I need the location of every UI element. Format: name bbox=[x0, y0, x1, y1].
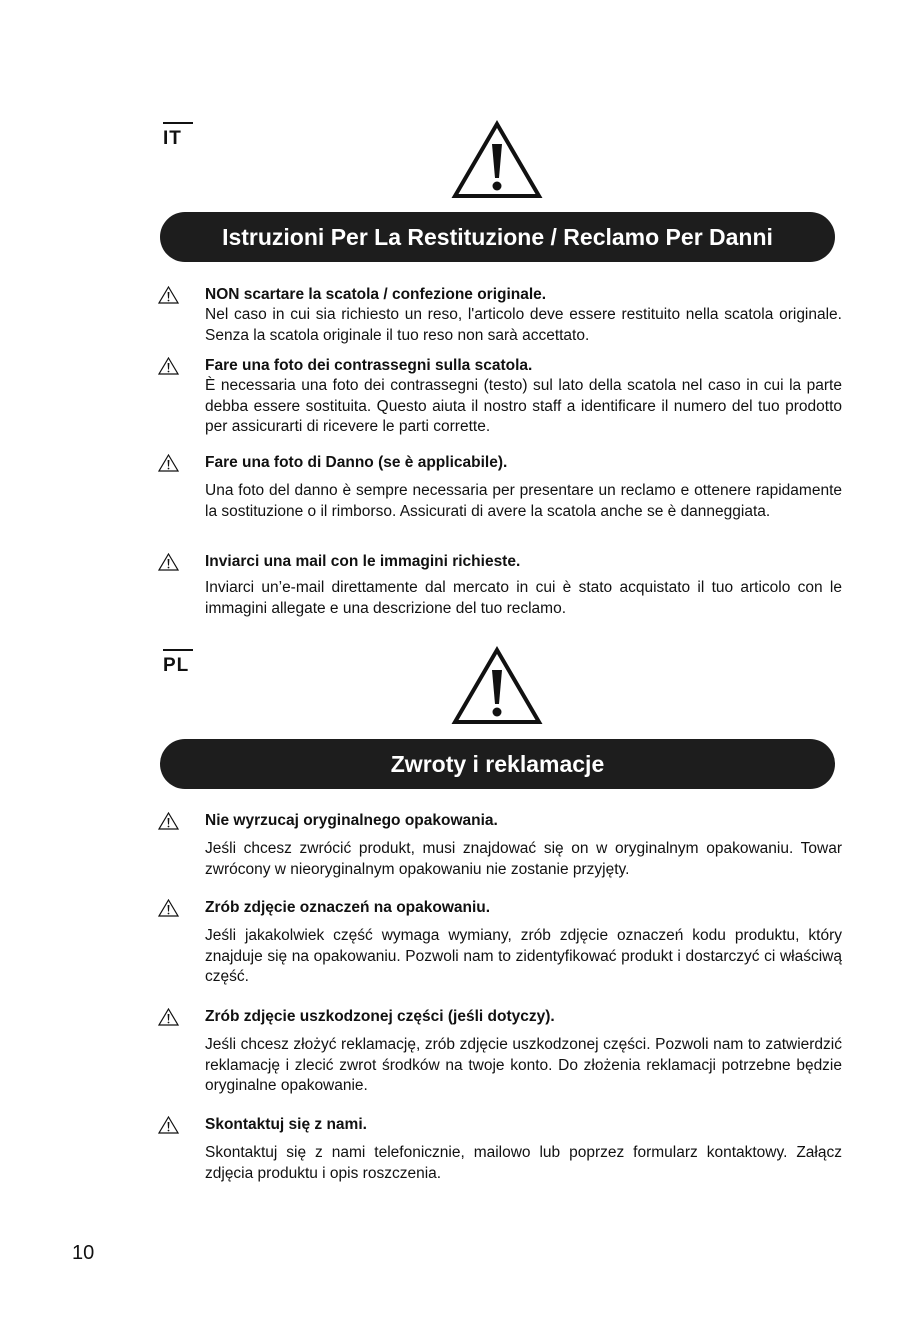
item-heading: Zrób zdjęcie oznaczeń na opakowaniu. bbox=[205, 899, 491, 916]
section-title: Zwroty i reklamacje bbox=[390, 750, 605, 777]
section-title-banner bbox=[160, 212, 835, 262]
list-item bbox=[158, 1115, 842, 1184]
item-heading: Nie wyrzucaj oryginalnego opakowania. bbox=[205, 812, 498, 829]
warning-icon bbox=[158, 286, 179, 304]
item-heading: NON scartare la scatola / confezione originale. bbox=[205, 286, 547, 303]
item-body: Jeśli chcesz złożyć reklamację, zrób zdjęcie uszkodzonej części. Pozwoli nam to zatwierdzić reklamację i zlecić zwrot środków na twoje konto. Do złożenia reklamacji potrzebne będzie oryginalne opakowanie. bbox=[205, 1036, 842, 1094]
list-item bbox=[158, 811, 842, 880]
item-body: Jeśli jakakolwiek część wymaga wymiany, zrób zdjęcie oznaczeń kodu produktu, który znajduje się na opakowaniu. Pozwoli nam to zidentyfikować produkt i dostarczyć ci właściwą część. bbox=[205, 927, 842, 985]
list-item bbox=[158, 552, 842, 619]
item-body: Una foto del danno è sempre necessaria per presentare un reclamo e ottenere rapidamente la sostituzione o il rimborso. Assicurati di avere la scatola anche se è danneggiata. bbox=[205, 482, 842, 520]
warning-icon bbox=[158, 357, 179, 375]
item-body: Nel caso in cui sia richiesto un reso, l'articolo deve essere restituito nella scatola originale. Senza la scatola originale il tuo reso non sarà accettato. bbox=[205, 306, 842, 344]
warning-icon bbox=[158, 553, 179, 571]
language-code-it: IT bbox=[163, 122, 193, 150]
item-heading: Fare una foto dei contrassegni sulla scatola. bbox=[205, 357, 533, 374]
page-number: 10 bbox=[72, 1242, 95, 1264]
section-title-banner bbox=[160, 739, 835, 789]
list-item bbox=[158, 453, 842, 522]
item-body: Jeśli chcesz zwrócić produkt, musi znajdować się on w oryginalnym opakowaniu. Towar zwrócony w nieoryginalnym opakowaniu nie zostanie przyjęty. bbox=[205, 840, 842, 878]
language-code-pl: PL bbox=[163, 649, 193, 677]
warning-icon bbox=[451, 646, 543, 726]
item-heading: Skontaktuj się z nami. bbox=[205, 1116, 367, 1133]
item-body: Skontaktuj się z nami telefonicznie, mailowo lub poprzez formularz kontaktowy. Załącz zdjęcia produktu i opis roszczenia. bbox=[205, 1144, 842, 1182]
list-item bbox=[158, 898, 842, 988]
item-heading: Inviarci una mail con le immagini richieste. bbox=[205, 553, 521, 570]
list-item bbox=[158, 285, 842, 346]
warning-icon bbox=[158, 899, 179, 917]
warning-icon bbox=[158, 812, 179, 830]
list-item bbox=[158, 356, 842, 438]
warning-icon bbox=[451, 120, 543, 200]
warning-icon bbox=[158, 1116, 179, 1134]
list-item bbox=[158, 1007, 842, 1097]
item-heading: Fare una foto di Danno (se è applicabile). bbox=[205, 454, 508, 471]
item-heading: Zrób zdjęcie uszkodzonej części (jeśli dotyczy). bbox=[205, 1008, 555, 1025]
section-title: Istruzioni Per La Restituzione / Reclamo Per Danni bbox=[222, 223, 773, 250]
warning-icon bbox=[158, 454, 179, 472]
item-body: Inviarci un’e-mail direttamente dal mercato in cui è stato acquistato il tuo articolo con le immagini allegate e una descrizione del tuo reclamo. bbox=[205, 579, 842, 617]
item-body: È necessaria una foto dei contrassegni (testo) sul lato della scatola nel caso in cui la parte debba essere sostituita. Questo aiuta il nostro staff a identificare il numero del tuo prodotto per assicurarti di ricevere le parti corrette. bbox=[205, 377, 842, 435]
warning-icon bbox=[158, 1008, 179, 1026]
